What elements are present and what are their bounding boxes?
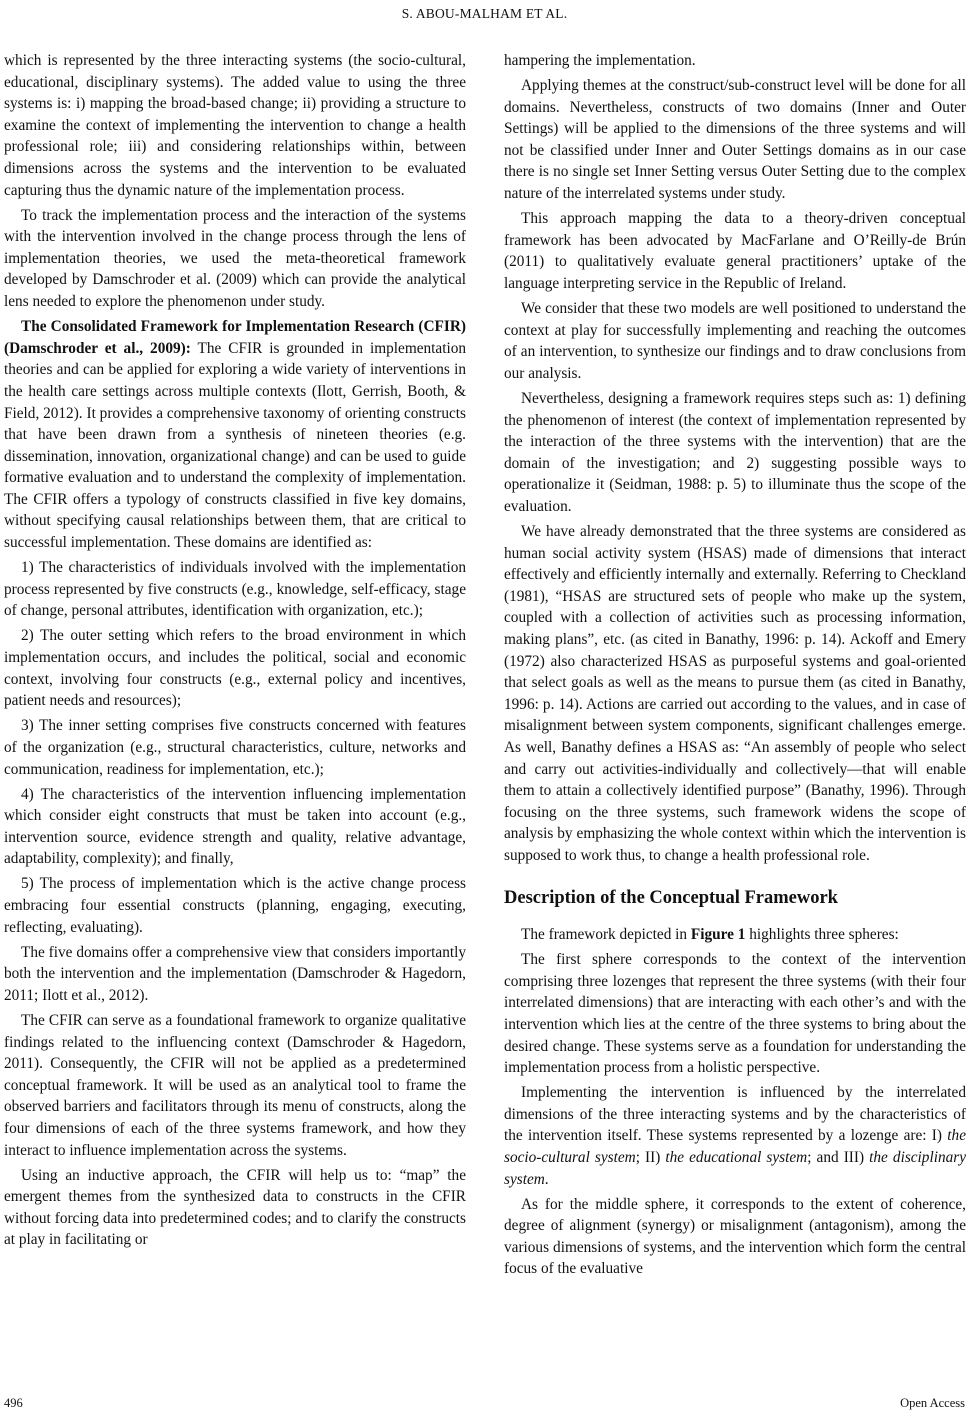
paragraph: which is represented by the three interacting systems (the socio-cultural, educational, disciplinary systems). The added value to using the three systems is: i) mapping the broad-based change; ii) providing a structure to examine the context of implementing the intervention to change a health professional role; iii) and considering relationships within, between dimensions across the systems and the intervention to be evaluated capturing thus the dynamic nature of the implementation process.: [4, 52, 466, 199]
system-name: the educational system: [665, 1149, 808, 1166]
right-column: [504, 50, 966, 1284]
list-item: 3) The inner setting comprises five constructs concerned with features of the organization (e.g., structural characteristics, culture, networks and communication, readiness for implementation, etc.);: [4, 717, 466, 778]
paragraph: The first sphere corresponds to the context of the intervention comprising three lozenges that represent the three systems (with their four interrelated dimensions) that are interacting with each other’s and with the intervention which lies at the centre of the three systems to bring about the desired change. These systems serve as a foundation for understanding the implementation process from a holistic perspective.: [504, 951, 966, 1077]
paragraph-text: ; II): [635, 1149, 666, 1166]
paragraph: As for the middle sphere, it corresponds to the extent of coherence, degree of alignment (synergy) or misalignment (antagonism), among the various dimensions of systems, and the intervention which form the central focus of the evaluative: [504, 1195, 966, 1278]
paragraph: Nevertheless, designing a framework requires steps such as: 1) defining the phenomenon of interest (the context of implementation represented by the interaction of the three systems with the intervention) that are the domain of the investigation; and 2) suggesting possible ways to operationalize it (Seidman, 1988: p. 5) to illuminate thus the scope of the evaluation.: [504, 389, 966, 515]
list-item: 1) The characteristics of individuals involved with the implementation process represented by five constructs (e.g., knowledge, self-efficacy, stage of change, personal attributes, identification with organization, etc.);: [4, 559, 466, 620]
paragraph: We consider that these two models are well positioned to understand the context at play for successfully implementing and reaching the outcomes of an intervention, to synthesize our findings and to draw conclusions from our analysis.: [504, 300, 966, 382]
paragraph-text: The CFIR is grounded in implementation theories and can be applied for exploring a wide variety of interventions in the health care settings across multiple contexts (Ilott, Gerrish, Booth, & Field, 2012). It provides a comprehensive taxonomy of orienting constructs that have been drawn from a synthesis of nineteen theories (e.g. dissemination, innovation, organizational change) and can be used to guide formative evaluation and to understand the complexity of implementation. The CFIR offers a typology of constructs classified in five key domains, without specifying causal relationships between them, that are critical to successful implementation. These domains are identified as:: [4, 339, 466, 552]
paragraph: To track the implementation process and the interaction of the systems with the intervention involved in the change process through the lens of implementation theories, we used the meta-theoretical framework developed by Damschroder et al. (2009) which can provide the analytical lens needed to explore the phenomenon under study.: [4, 206, 466, 311]
paragraph: Using an inductive approach, the CFIR will help us to: “map” the emergent themes from the synthesized data to constructs in the CFIR without forcing data into predetermined codes; and to clarify the constructs at play in facilitating or: [4, 1166, 466, 1249]
list-item: 2) The outer setting which refers to the broad environment in which implementation occurs, and includes the political, social and economic context, involving four constructs (e.g., external policy and incentives, patient needs and resources);: [4, 627, 466, 710]
system-name: the socio-cultural system: [504, 1127, 966, 1166]
paragraph: [504, 1082, 966, 1190]
paragraph-text: The framework depicted in: [521, 926, 691, 944]
figure-reference: Figure 1: [690, 926, 746, 944]
list-item: 5) The process of implementation which is the active change process embracing four essential constructs (planning, engaging, executing, reflecting, evaluating).: [4, 875, 466, 936]
paragraph-text: Implementing the intervention is influenced by the interrelated dimensions of the three interacting systems and by the characteristics of the intervention itself. These systems represented by a lozenge are: I): [504, 1084, 966, 1145]
paragraph: We have already demonstrated that the three systems are considered as human social activity system (HSAS) made of dimensions that interact effectively and efficiently internally and externally. Referring to Checkland (1981), “HSAS are structured sets of people who make up the system, coupled with a collection of activities such as processing information, making plans”, etc. (as cited in Banathy, 1996: p. 14). Ackoff and Emery (1972) also characterized HSAS as purposeful systems and goal-oriented that select goals as well as the means to pursue them (as cited in Banathy, 1996: p. 14). Actions are carried out according to the values, and in case of misalignment between system components, significant challenges emerge. As well, Banathy defines a HSAS as: “An assembly of people who select and carry out activities-individually and collectively—that will enable them to attain a collectively identified purpose” (Banathy, 1996). Through focusing on the three systems, such framework widens the scope of analysis by emphasizing the whole context within which the intervention is supposed to work thus, to change a health professional role.: [504, 522, 966, 864]
running-head: S. ABOU-MALHAM ET AL.: [401, 6, 568, 21]
page-number: 496: [4, 1396, 23, 1410]
paragraph: This approach mapping the data to a theory-driven conceptual framework has been advocated by MacFarlane and O’Reilly-de Brún (2011) to qualitatively evaluate general practitioners’ uptake of the language interpreting service in the Republic of Ireland.: [504, 210, 966, 292]
paragraph: The five domains offer a comprehensive view that considers importantly both the intervention and the implementation (Damschroder & Hagedorn, 2011; Ilott et al., 2012).: [4, 943, 466, 1004]
section-heading: Description of the Conceptual Framework: [504, 888, 838, 909]
paragraph: The CFIR can serve as a foundational framework to organize qualitative findings related to the influencing context (Damschroder & Hagedorn, 2011). Consequently, the CFIR will not be applied as a predetermined conceptual framework. It will be used as an analytical tool to frame the observed barriers and facilitators through its menu of constructs, along the four dimensions of each of the three systems framework, and how they interact to influence implementation across the systems.: [4, 1012, 466, 1159]
paragraph: Applying themes at the construct/sub-construct level will be done for all domains. Nevertheless, constructs of two domains (Inner and Outer Settings) will be applied to the dimensions of the three systems and will not be classified under Inner and Outer Settings domains as in our case there is no single set Inner Setting versus Outer Setting due to the complex nature of the interrelated systems under study.: [504, 77, 966, 203]
paragraph-text: ; and III): [807, 1149, 870, 1166]
cfir-heading: The Consolidated Framework for Implementation Research (CFIR) (Damschroder et al., 2009):: [4, 318, 466, 357]
system-name: the disciplinary system: [504, 1149, 966, 1188]
journal-label: Open Access: [900, 1396, 965, 1410]
paragraph-cfir-intro: [4, 316, 466, 554]
paragraph: [504, 924, 966, 946]
paragraph-text: .: [544, 1170, 549, 1188]
paragraph-text: highlights three spheres:: [745, 926, 899, 944]
list-item: 4) The characteristics of the intervention influencing implementation which consider eight constructs that must be taken into account (e.g., intervention source, evidence strength and quality, relative advantage, adaptability, complexity); and finally,: [4, 785, 466, 868]
paragraph: hampering the implementation.: [504, 52, 696, 69]
left-column: [4, 50, 466, 1255]
